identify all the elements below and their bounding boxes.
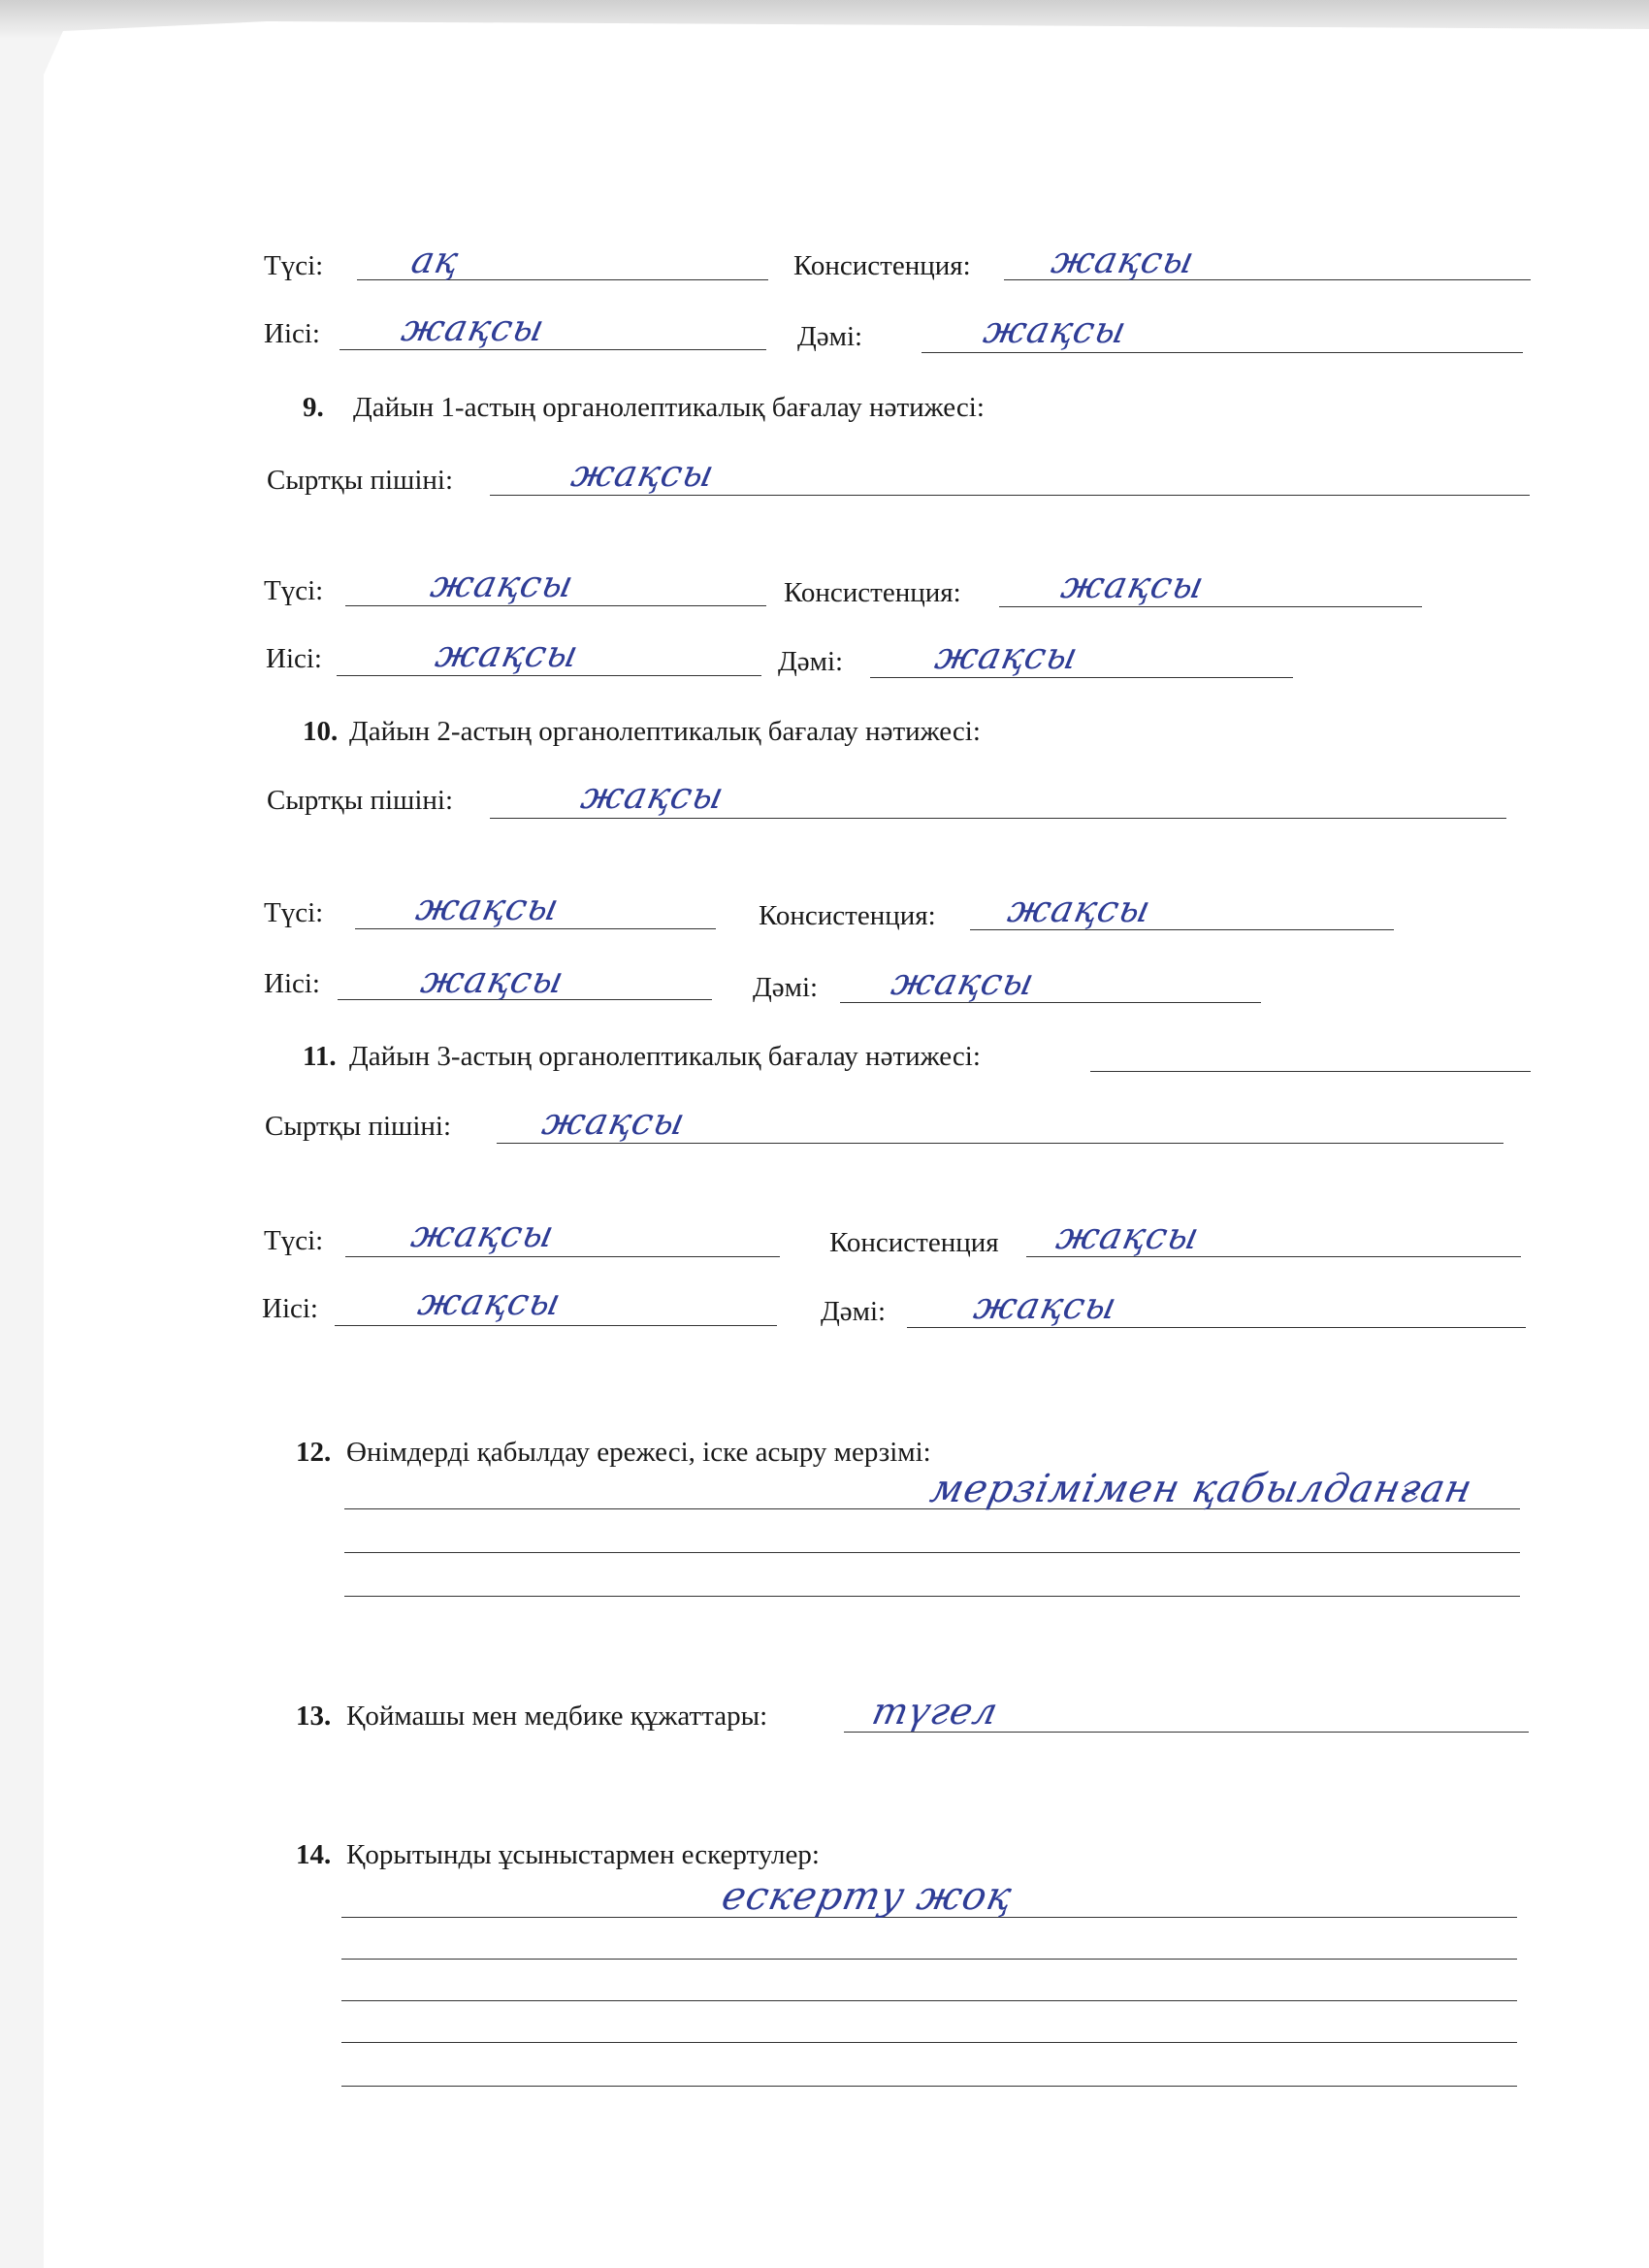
taste-label: Дәмі: [778,646,844,677]
smell-value: жақсы [432,632,583,675]
smell-line[interactable] [335,1325,777,1326]
taste-line[interactable] [922,352,1523,353]
appearance-line[interactable] [490,818,1506,819]
taste-line[interactable] [870,677,1293,678]
color-label: Түсі: [264,1225,324,1256]
consistency-value: жақсы [1057,564,1209,606]
color-label: Түсі: [264,575,324,606]
section12-number: 12. [296,1437,332,1468]
taste-value: жақсы [931,634,1083,677]
consistency-value: жақсы [1048,239,1199,281]
smell-label: Иісі: [266,643,322,674]
color-value: ақ [407,239,464,281]
taste-value: жақсы [980,308,1131,351]
smell-value: жақсы [398,307,549,349]
taste-label: Дәмі: [821,1296,887,1327]
appearance-value: жақсы [538,1100,690,1143]
smell-value: жақсы [414,1280,566,1323]
section13-answer: түгел [868,1690,1003,1733]
color-line[interactable] [355,928,716,929]
section11-title-line[interactable] [1090,1071,1531,1072]
consistency-value: жақсы [1052,1215,1204,1257]
color-value: жақсы [412,886,564,928]
appearance-line[interactable] [497,1143,1504,1144]
consistency-label: Консистенция: [793,250,971,281]
section14-number: 14. [296,1839,332,1870]
section14-answer-line-3[interactable] [341,2000,1517,2001]
color-value: жақсы [407,1213,559,1255]
color-value: жақсы [427,563,578,605]
section10-number: 10. [303,716,339,747]
section12-title: Өнімдерді қабылдау ережесі, іске асыру мерзімі: [346,1437,931,1468]
section10-title: Дайын 2-астың органолептикалық бағалау нәтижесі: [349,716,981,747]
form-page [44,21,1649,2268]
appearance-label: Сыртқы пішіні: [267,785,454,816]
appearance-value: жақсы [567,452,719,495]
appearance-value: жақсы [577,774,728,817]
consistency-line[interactable] [999,606,1422,607]
color-line[interactable] [345,1256,780,1257]
smell-label: Иісі: [264,318,320,349]
section14-answer-line-5[interactable] [341,2086,1517,2087]
section14-answer: ескерту жоқ [718,1874,1017,1919]
section12-answer-line-2[interactable] [344,1552,1520,1553]
consistency-value: жақсы [1004,888,1155,930]
taste-label: Дәмі: [797,321,863,352]
color-label: Түсі: [264,897,324,928]
smell-value: жақсы [417,958,568,1001]
smell-label: Иісі: [264,968,320,999]
consistency-label: Консистенция: [759,900,936,931]
color-line[interactable] [345,605,766,606]
section14-answer-line-2[interactable] [341,1959,1517,1960]
taste-value: жақсы [970,1284,1121,1327]
smell-line[interactable] [340,349,766,350]
smell-label: Иісі: [262,1293,318,1324]
color-label: Түсі: [264,250,324,281]
appearance-label: Сыртқы пішіні: [265,1111,452,1142]
section13-title: Қоймашы мен медбике құжаттары: [346,1701,768,1732]
consistency-label: Консистенция [829,1227,999,1258]
section12-answer-line-3[interactable] [344,1596,1520,1597]
taste-value: жақсы [888,960,1039,1003]
section14-title: Қорытынды ұсыныстармен ескертулер: [346,1839,820,1870]
section14-answer-line-4[interactable] [341,2042,1517,2043]
appearance-line[interactable] [490,495,1530,496]
section12-answer: мерзімімен қабылданған [926,1467,1477,1511]
consistency-label: Консистенция: [784,577,961,608]
taste-line[interactable] [907,1327,1526,1328]
section9-title: Дайын 1-астың органолептикалық бағалау нәтижесі: [353,392,985,423]
appearance-label: Сыртқы пішіні: [267,465,454,496]
taste-label: Дәмі: [753,972,819,1003]
smell-line[interactable] [337,675,761,676]
section11-number: 11. [303,1041,337,1072]
section11-title: Дайын 3-астың органолептикалық бағалау нәтижесі: [349,1041,981,1072]
section13-number: 13. [296,1701,332,1732]
section9-number: 9. [303,392,324,423]
